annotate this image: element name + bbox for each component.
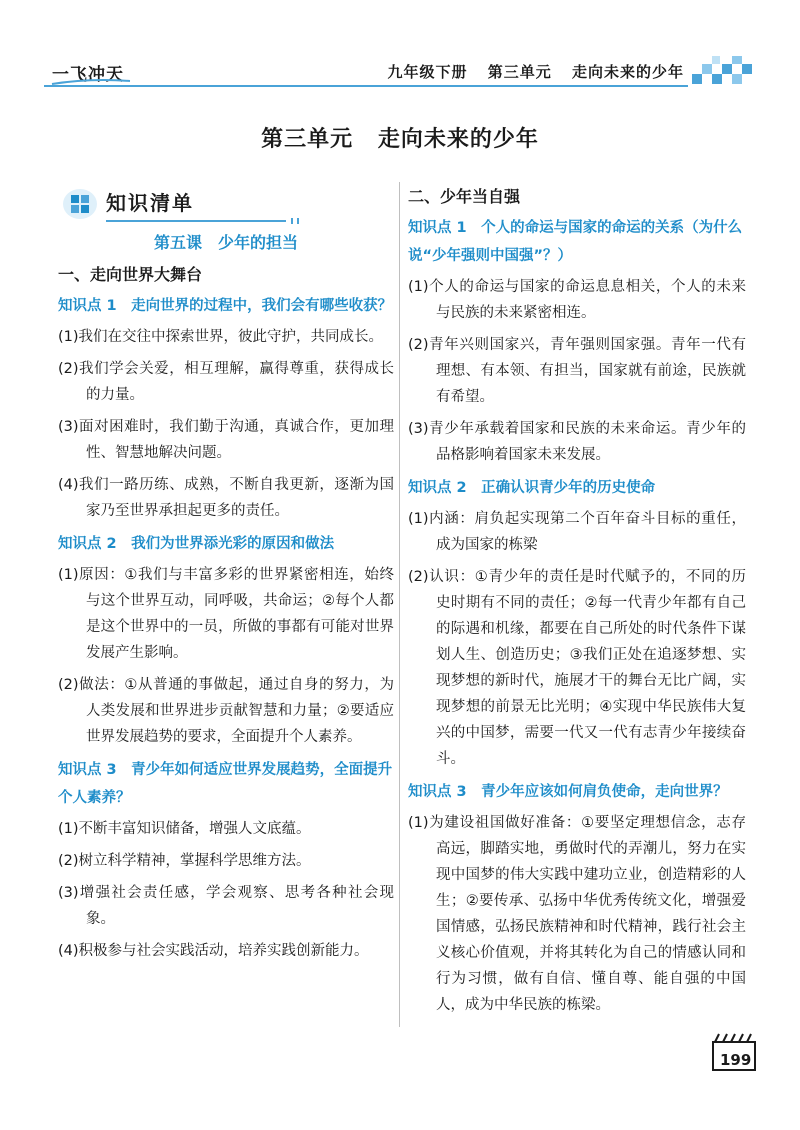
- knowledge-point-heading: 知识点 1 走向世界的过程中，我们会有哪些收获？: [58, 298, 393, 314]
- page-title-unit: 第三单元: [261, 127, 354, 152]
- page-title-name: 走向未来的少年: [377, 127, 539, 152]
- page-number: 199: [720, 1051, 752, 1069]
- list-item: (1)个人的命运与国家的命运息息相关，个人的未来与民族的未来紧密相连。: [408, 279, 746, 321]
- list-item: (1)为建设祖国做好准备：①要坚定理想信念，志存高远，脚踏实地，勇做时代的弄潮儿，努力在实现中国梦的伟大实践中建功立业，创造精彩的人生；②要传承、弘扬中华优秀传统文化，增强爱国情感，弘扬民族精神和时代精神，践行社会主义核心价值观，并将其转化为自己的情感认同和行为习惯，做有自信、懂自尊、能自强的中国人，成为中华民族的栋梁。: [408, 815, 746, 1013]
- list-item: (3)增强社会责任感，学会观察、思考各种社会现象。: [58, 885, 394, 927]
- list-item: (3)面对困难时，我们勤于沟通，真诚合作，更加理性、智慧地解决问题。: [58, 419, 394, 461]
- header-grade: 九年级下册: [387, 63, 468, 81]
- column-divider: [399, 182, 400, 1027]
- banner-underline: [106, 218, 306, 224]
- list-item: (1)内涵：肩负起实现第二个百年奋斗目标的重任，成为国家的栋梁: [408, 511, 746, 553]
- list-item: (3)青少年承载着国家和民族的未来命运。青少年的品格影响着国家未来发展。: [408, 421, 746, 463]
- list-item: (2)树立科学精神，掌握科学思维方法。: [58, 853, 311, 869]
- banner-title: 知识清单: [106, 191, 194, 215]
- list-item: (4)我们一路历练、成熟，不断自我更新，逐渐为国家乃至世界承担起更多的责任。: [58, 477, 394, 519]
- knowledge-point-heading: 知识点 3 青少年如何适应世界发展趋势，全面提升个人素养？: [58, 762, 393, 806]
- header-unit-title: 走向未来的少年: [571, 63, 684, 81]
- header-rule: [44, 85, 688, 87]
- header-breadcrumb: [373, 61, 684, 82]
- list-item: (2)做法：①从普通的事做起，通过自身的努力，为人类发展和世界进步贡献智慧和力量；②要适应世界发展趋势的要求，全面提升个人素养。: [58, 677, 394, 745]
- knowledge-point-heading: 知识点 2 我们为世界添光彩的原因和做法: [58, 536, 335, 552]
- lesson-title: 第五课 少年的担当: [153, 233, 298, 252]
- list-item: (2)认识：①青少年的责任是时代赋予的，不同的历史时期有不同的责任；②每一代青少年都有自己的际遇和机缘，都要在自己所处的时代条件下谋划人生、创造历史；③我们正处在追逐梦想、实现梦想的新时代，施展才干的舞台无比广阔，实现梦想的前景无比光明；④实现中华民族伟大复兴的中国梦，需要一代又一代有志青少年接续奋斗。: [408, 569, 746, 767]
- section-heading-1: 一、走向世界大舞台: [58, 265, 203, 284]
- knowledge-point-heading: 知识点 1 个人的命运与国家的命运的关系（为什么说“少年强则中国强”？）: [408, 220, 743, 264]
- list-item: (1)不断丰富知识储备，增强人文底蕴。: [58, 821, 311, 837]
- list-item: (4)积极参与社会实践活动，培养实践创新能力。: [58, 943, 369, 959]
- brand-logo: 一飞冲天: [52, 65, 124, 85]
- knowledge-point-heading: 知识点 3 青少年应该如何肩负使命，走向世界？: [408, 784, 728, 800]
- knowledge-banner: [58, 182, 394, 226]
- running-header: [44, 52, 754, 90]
- knowledge-point-heading: 知识点 2 正确认识青少年的历史使命: [408, 480, 656, 496]
- list-item: (1)我们在交往中探索世界，彼此守护，共同成长。: [58, 329, 384, 345]
- checker-pattern-icon: [692, 56, 754, 86]
- list-item: (2)我们学会关爱，相互理解，赢得尊重，获得成长的力量。: [58, 361, 394, 403]
- left-column: [58, 182, 394, 970]
- page-title: [0, 122, 800, 153]
- section-heading-2: 二、少年当自强: [408, 187, 521, 206]
- right-column: [408, 182, 746, 1024]
- puzzle-badge-icon: [62, 186, 98, 222]
- list-item: (2)青年兴则国家兴，青年强则国家强。青年一代有理想、有本领、有担当，国家就有前途，民族就有希望。: [408, 337, 746, 405]
- list-item: (1)原因：①我们与丰富多彩的世界紧密相连，始终与这个世界互动，同呼吸，共命运；②每个人都是这个世界中的一员，所做的事都有可能对世界发展产生影响。: [58, 567, 394, 661]
- header-unit: 第三单元: [487, 63, 552, 81]
